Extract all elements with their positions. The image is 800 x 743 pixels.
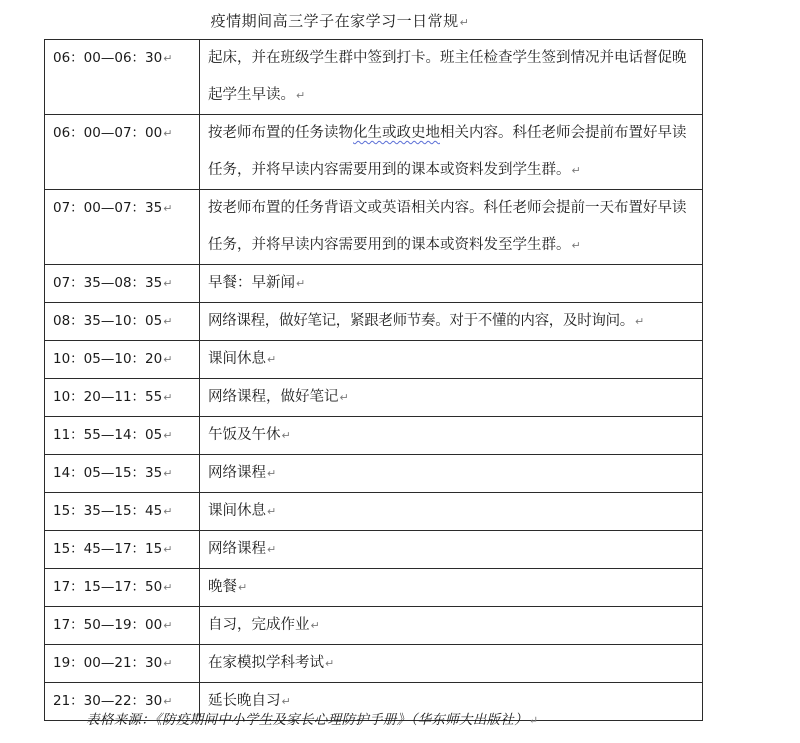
paragraph-mark-icon: ↵ bbox=[163, 52, 173, 65]
task-cell: 网络课程↵ bbox=[200, 455, 703, 493]
paragraph-mark-icon: ↵ bbox=[281, 695, 291, 708]
paragraph-mark-icon: ↵ bbox=[163, 277, 173, 290]
task-cell: 网络课程↵ bbox=[200, 531, 703, 569]
task-cell: 晚餐↵ bbox=[200, 569, 703, 607]
time-cell: 21：30—22：30↵ bbox=[45, 683, 200, 721]
table-row bbox=[45, 379, 703, 417]
task-cell: 延长晚自习↵ bbox=[200, 683, 703, 721]
paragraph-mark-icon: ↵ bbox=[163, 619, 173, 632]
table-row bbox=[45, 303, 703, 341]
paragraph-mark-icon: ↵ bbox=[528, 714, 539, 727]
task-cell: 在家模拟学科考试↵ bbox=[200, 645, 703, 683]
table-row bbox=[45, 607, 703, 645]
paragraph-mark-icon: ↵ bbox=[163, 543, 173, 556]
table-row bbox=[45, 190, 703, 265]
time-cell: 15：35—15：45↵ bbox=[45, 493, 200, 531]
time-cell: 08：35—10：05↵ bbox=[45, 303, 200, 341]
table-row bbox=[45, 40, 703, 115]
time-cell: 11：55—14：05↵ bbox=[45, 417, 200, 455]
time-cell: 06：00—07：00↵ bbox=[45, 115, 200, 190]
time-cell: 17：15—17：50↵ bbox=[45, 569, 200, 607]
time-cell: 19：00—21：30↵ bbox=[45, 645, 200, 683]
time-cell: 10：05—10：20↵ bbox=[45, 341, 200, 379]
table-row bbox=[45, 417, 703, 455]
paragraph-mark-icon: ↵ bbox=[163, 353, 173, 366]
time-cell: 15：45—17：15↵ bbox=[45, 531, 200, 569]
paragraph-mark-icon: ↵ bbox=[267, 543, 277, 556]
table-row bbox=[45, 569, 703, 607]
paragraph-mark-icon: ↵ bbox=[163, 581, 173, 594]
task-cell: 网络课程，做好笔记↵ bbox=[200, 379, 703, 417]
task-cell: 网络课程，做好笔记，紧跟老师节奏。对于不懂的内容，及时询问。↵ bbox=[200, 303, 703, 341]
time-cell: 10：20—11：55↵ bbox=[45, 379, 200, 417]
paragraph-mark-icon: ↵ bbox=[325, 657, 335, 670]
paragraph-mark-icon: ↵ bbox=[267, 353, 277, 366]
paragraph-mark-icon: ↵ bbox=[163, 391, 173, 404]
paragraph-mark-icon: ↵ bbox=[571, 239, 581, 252]
schedule-table bbox=[44, 39, 703, 721]
paragraph-mark-icon: ↵ bbox=[296, 89, 306, 102]
table-row bbox=[45, 341, 703, 379]
paragraph-mark-icon: ↵ bbox=[238, 581, 248, 594]
time-cell: 17：50—19：00↵ bbox=[45, 607, 200, 645]
task-cell: 自习，完成作业↵ bbox=[200, 607, 703, 645]
task-cell: 午饭及午休↵ bbox=[200, 417, 703, 455]
time-cell: 07：00—07：35↵ bbox=[45, 190, 200, 265]
table-row bbox=[45, 645, 703, 683]
paragraph-mark-icon: ↵ bbox=[163, 505, 173, 518]
paragraph-mark-icon: ↵ bbox=[163, 695, 173, 708]
table-row bbox=[45, 531, 703, 569]
task-cell: 课间休息↵ bbox=[200, 341, 703, 379]
paragraph-mark-icon: ↵ bbox=[635, 315, 644, 328]
paragraph-mark-icon: ↵ bbox=[163, 127, 173, 140]
task-cell: 起床，并在班级学生群中签到打卡。班主任检查学生签到情况并电话督促晚起学生早读。↵ bbox=[200, 40, 703, 115]
time-cell: 07：35—08：35↵ bbox=[45, 265, 200, 303]
table-row bbox=[45, 455, 703, 493]
task-cell: 按老师布置的任务读物化生或政史地相关内容。科任老师会提前布置好早读任务，并将早读内容需要用到的课本或资料发到学生群。↵ bbox=[200, 115, 703, 190]
time-cell: 14：05—15：35↵ bbox=[45, 455, 200, 493]
paragraph-mark-icon: ↵ bbox=[267, 467, 277, 480]
paragraph-mark-icon: ↵ bbox=[163, 202, 173, 215]
task-cell: 按老师布置的任务背语文或英语相关内容。科任老师会提前一天布置好早读任务，并将早读内容需要用到的课本或资料发至学生群。↵ bbox=[200, 190, 703, 265]
paragraph-mark-icon: ↵ bbox=[296, 277, 306, 290]
paragraph-mark-icon: ↵ bbox=[339, 391, 349, 404]
paragraph-mark-icon: ↵ bbox=[163, 315, 173, 328]
paragraph-mark-icon: ↵ bbox=[571, 164, 581, 177]
source-caption: 表格来源：《防疫期间中小学生及家长心理防护手册》（华东师大出版社）↵ bbox=[86, 712, 539, 728]
paragraph-mark-icon: ↵ bbox=[163, 467, 173, 480]
table-row bbox=[45, 115, 703, 190]
paragraph-mark-icon: ↵ bbox=[267, 505, 277, 518]
table-row bbox=[45, 493, 703, 531]
table-row bbox=[45, 265, 703, 303]
paragraph-mark-icon: ↵ bbox=[310, 619, 320, 632]
task-cell: 课间休息↵ bbox=[200, 493, 703, 531]
paragraph-mark-icon: ↵ bbox=[163, 429, 173, 442]
paragraph-mark-icon: ↵ bbox=[163, 657, 173, 670]
time-cell: 06：00—06：30↵ bbox=[45, 40, 200, 115]
document-title bbox=[0, 10, 800, 31]
spellcheck-underline: 化生或政史地 bbox=[353, 125, 440, 141]
title-text: 疫情期间高三学子在家学习一日常规 bbox=[210, 12, 459, 30]
paragraph-mark-icon: ↵ bbox=[459, 16, 470, 29]
paragraph-mark-icon: ↵ bbox=[281, 429, 291, 442]
task-cell: 早餐：早新闻↵ bbox=[200, 265, 703, 303]
